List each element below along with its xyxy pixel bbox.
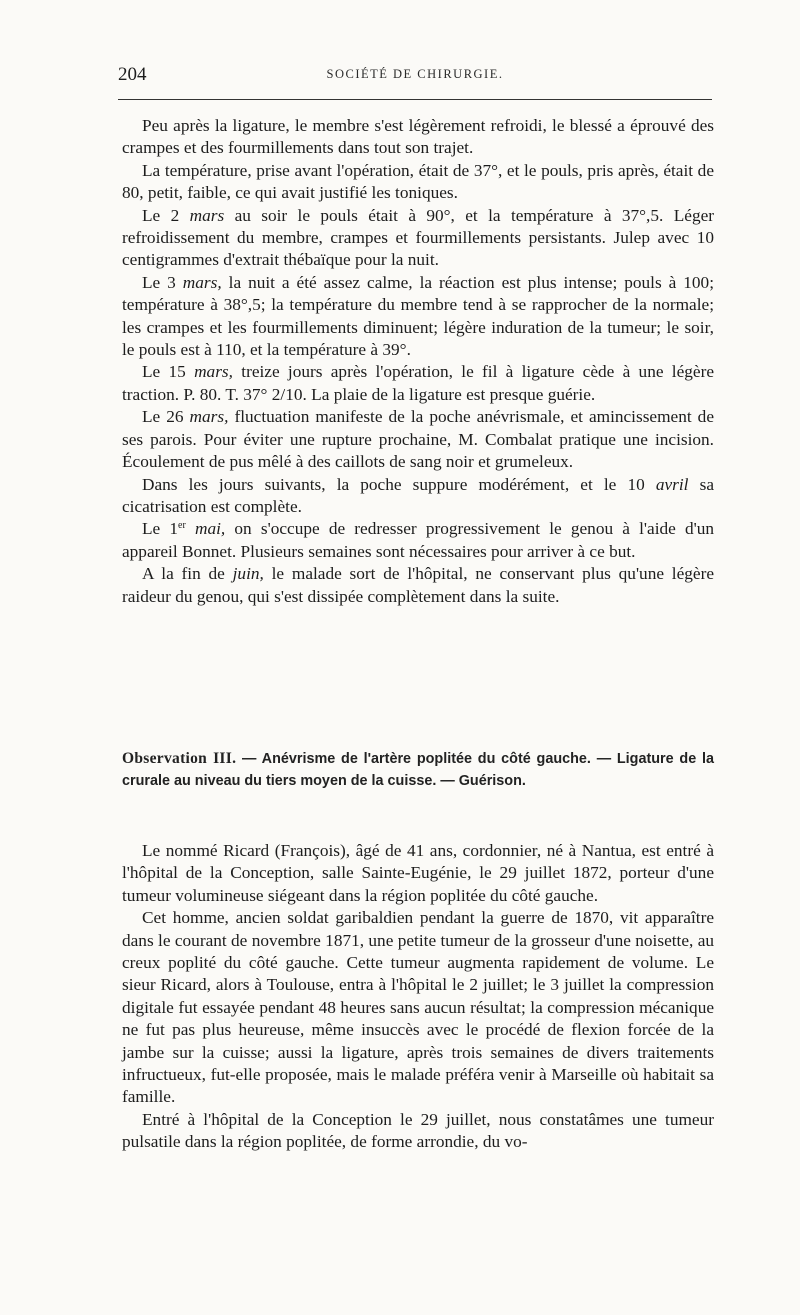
- paragraph: Peu après la ligature, le membre s'est légèrement refroidi, le blessé a éprouvé des crampes et des fourmillements dans tout son trajet.: [122, 116, 714, 158]
- paragraph: La température, prise avant l'opération, était de 37°, et le pouls, pris après, était de 80, petit, faible, ce qui avait justifié les toniques.: [122, 160, 714, 203]
- paragraph: Le 1er mai, on s'occupe de redresser progressivement le genou à l'aide d'un appareil Bonnet. Plusieurs semaines sont nécessaires pour arriver à ce but.: [122, 519, 715, 561]
- page-header: [118, 64, 712, 88]
- paragraph: Dans les jours suivants, la poche suppure modérément, et le 10 avril sa cicatrisation est complète.: [122, 474, 714, 516]
- running-head: SOCIÉTÉ DE CHIRURGIE.: [326, 67, 504, 81]
- observation-heading: [122, 748, 714, 793]
- observation-label: Observation III.: [122, 750, 237, 767]
- paragraph: Entré à l'hôpital de la Conception le 29 juillet, nous constatâmes une tumeur pulsatile dans la région poplitée, de forme arrondie, du vo-: [122, 1109, 714, 1152]
- paragraph: Le 26 mars, fluctuation manifeste de la poche anévrismale, et amincissement de ses parois. Pour éviter une rupture prochaine, M. Combalat pratique une incision. Écoulement de pus mêlé à des caillots de sang noir et grumeleux.: [122, 407, 714, 472]
- paragraph: Le 3 mars, la nuit a été assez calme, la réaction est plus intense; pouls à 100; température à 38°,5; la température du membre tend à se rapprocher de la normale; les crampes et les fourmillements diminuent; légère induration de la tumeur; le soir, le pouls est à 110, et la température à 39°.: [122, 272, 714, 360]
- header-rule: [118, 99, 712, 100]
- paragraph: Le 2 mars au soir le pouls était à 90°, et la température à 37°,5. Léger refroidissement du membre, crampes et fourmillements persistants. Julep avec 10 centigrammes d'extrait thébaïque pour la nuit.: [122, 205, 715, 270]
- case-continuation: [122, 115, 714, 608]
- paragraph: Cet homme, ancien soldat garibaldien pendant la guerre de 1870, vit apparaître dans le courant de novembre 1871, une petite tumeur de la grosseur d'une noisette, au creux poplité du côté gauche. Cette tumeur augmenta rapidement de volume. Le sieur Ricard, alors à Toulouse, entra à l'hôpital le 2 juillet; le 3 juillet la compression digitale fut essayée pendant 48 heures sans aucun résultat; la compression mécanique ne fut pas plus heureuse, même insuccès avec le procédé de flexion forcée de la jambe sur la cuisse; aussi la ligature, après trois semaines de divers traitements infructueux, fut-elle proposée, mais le malade préféra venir à Marseille où habitait sa famille.: [122, 908, 714, 1107]
- paragraph: Le nommé Ricard (François), âgé de 41 ans, cordonnier, né à Nantua, est entré à l'hôpital de la Conception, salle Sainte-Eugénie, le 29 juillet 1872, porteur d'une tumeur volumineuse siégeant dans la région poplitée du côté gauche.: [122, 841, 714, 905]
- observation-title: — Anévrisme de l'artère poplitée du côté gauche. — Ligature de la crurale au niveau du tiers moyen de la cuisse. — Guérison.: [122, 751, 715, 790]
- page-number: 204: [118, 64, 147, 85]
- paragraph: A la fin de juin, le malade sort de l'hôpital, ne conservant plus qu'une légère raideur du genou, qui s'est dissipée complètement dans la suite.: [122, 564, 714, 606]
- paragraph: Le 15 mars, treize jours après l'opération, le fil à ligature cède à une légère traction. P. 80. T. 37° 2/10. La plaie de la ligature est presque guérie.: [122, 362, 714, 404]
- observation-text: [122, 840, 714, 1154]
